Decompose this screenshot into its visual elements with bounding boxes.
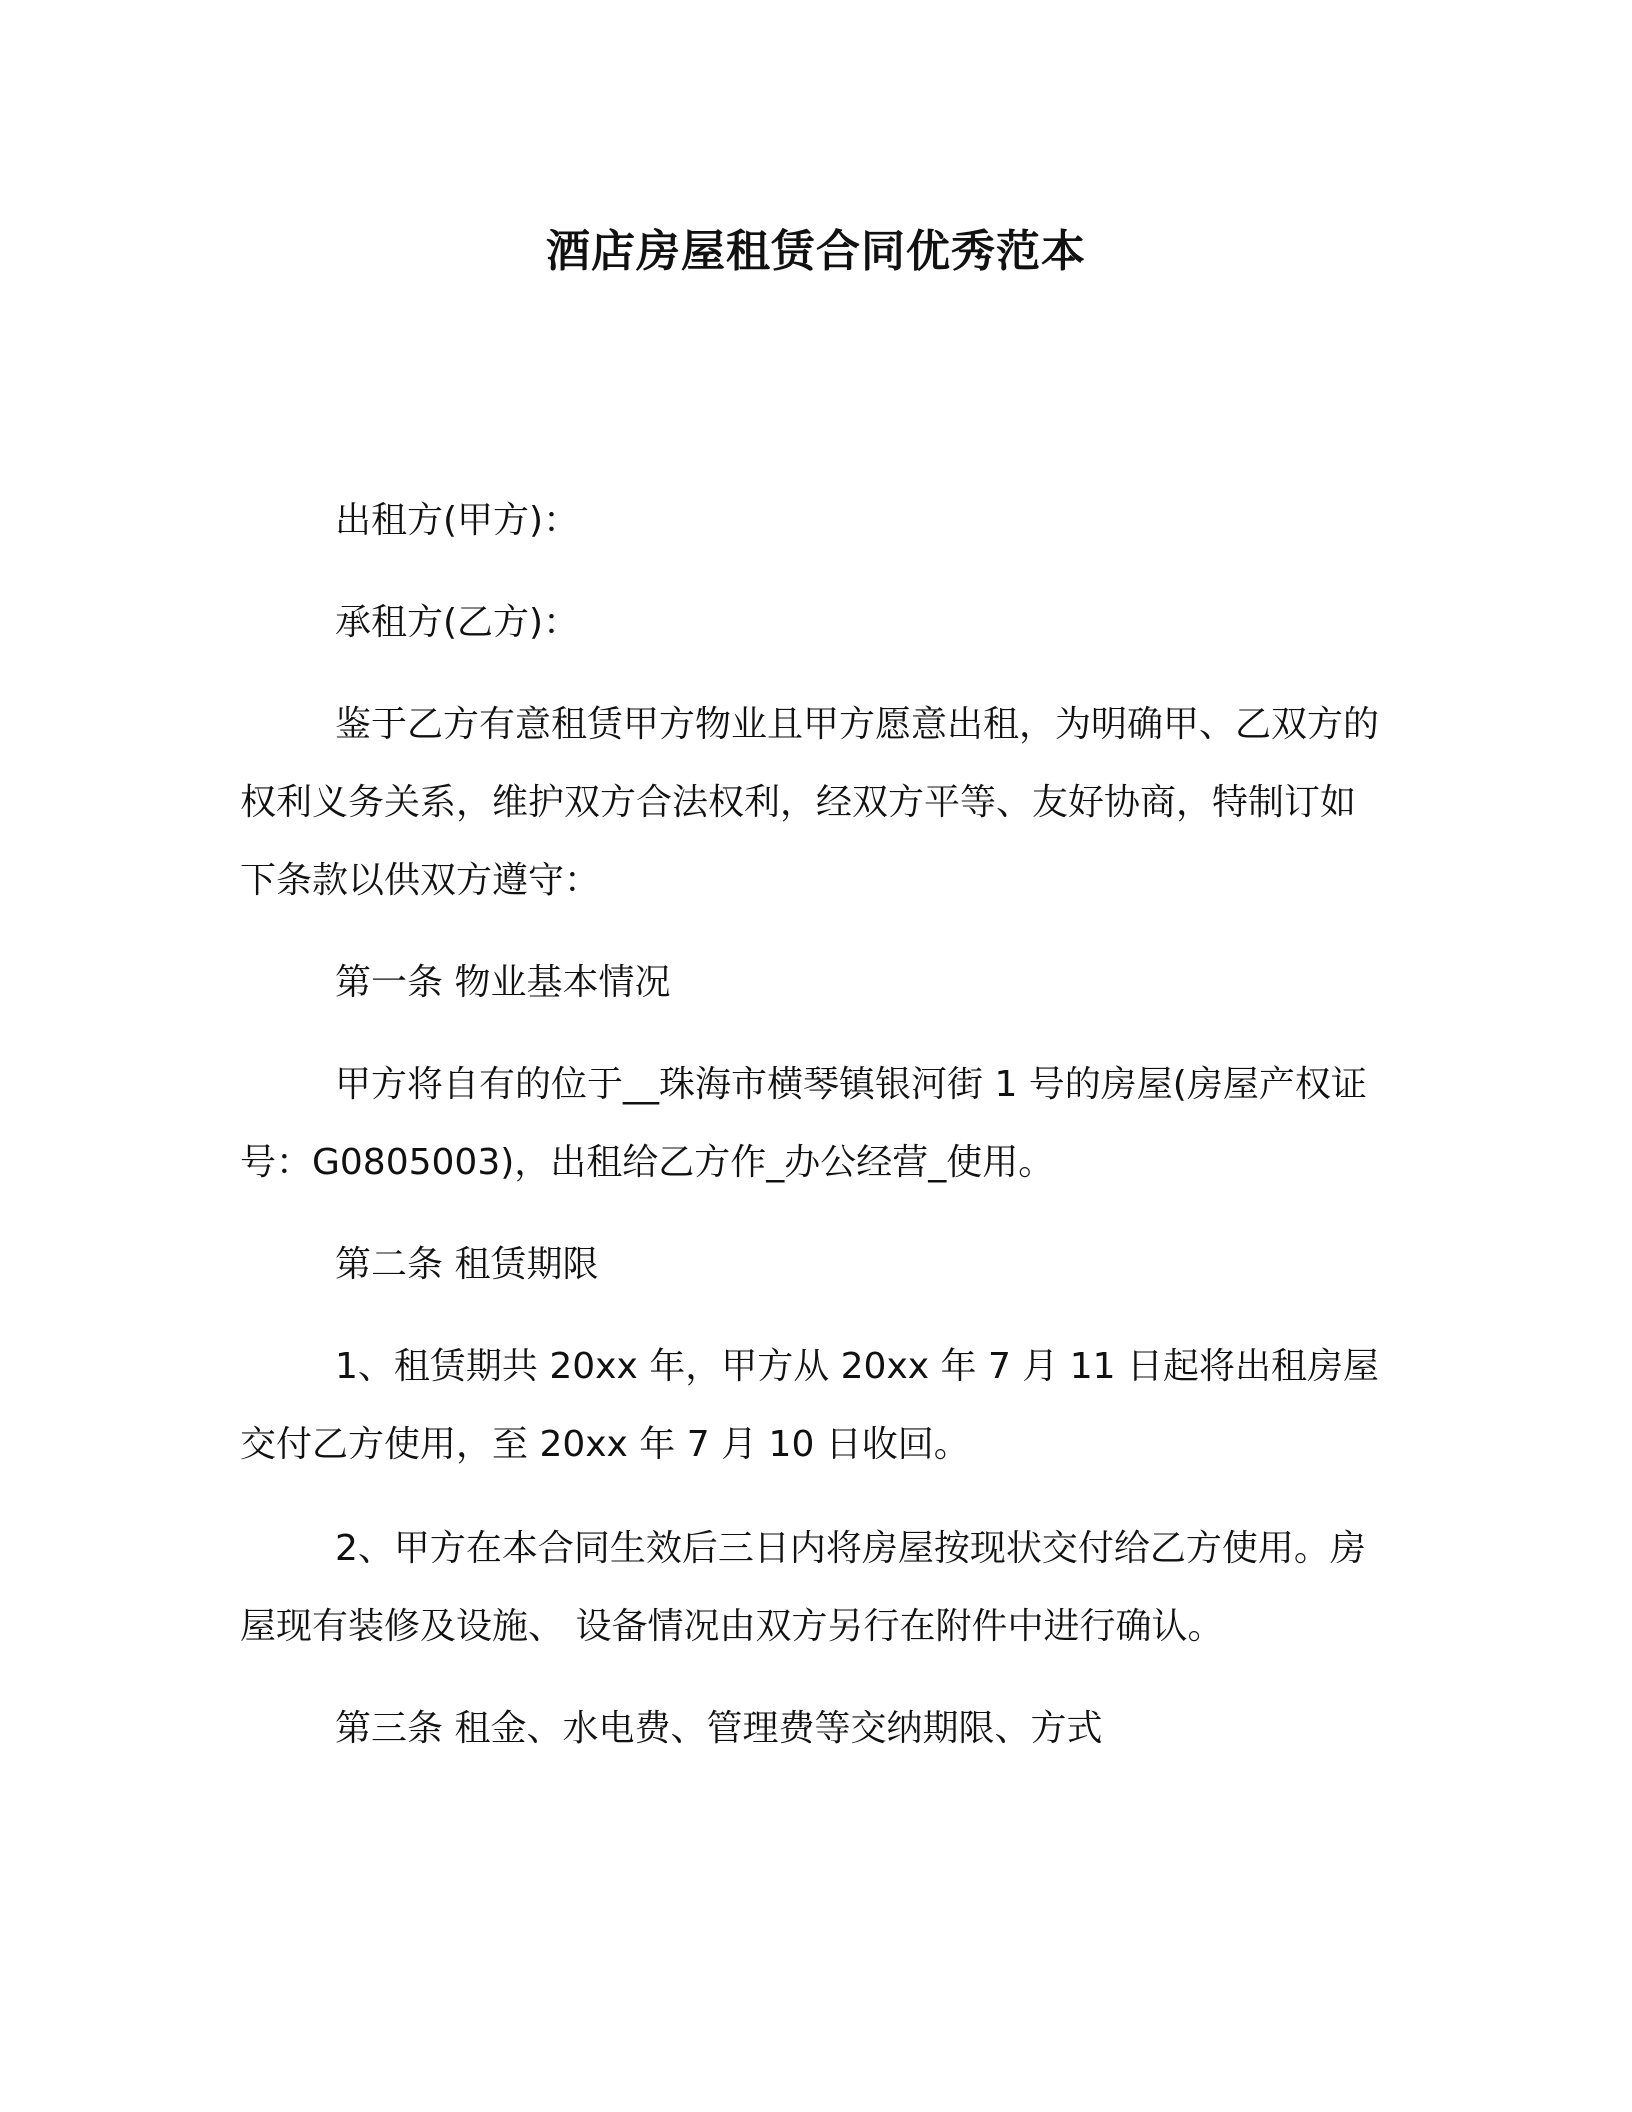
lessee-line: 承租方(乙方)： bbox=[335, 602, 580, 643]
article-2-clause-1: 1、租赁期共 20xx 年，甲方从 20xx 年 7 月 11 日起将出租房屋交付乙方使用，至 20xx 年 7 月 10 日收回。 bbox=[240, 1346, 1380, 1465]
article-1-paragraph: 甲方将自有的位于__珠海市横琴镇银河街 1 号的房屋(房屋产权证号：G0805003)，出租给乙方作_办公经营_使用。 bbox=[240, 1064, 1367, 1183]
article-2-clause-2: 2、甲方在本合同生效后三日内将房屋按现状交付给乙方使用。房屋现有装修及设施、 设备情况由双方另行在附件中进行确认。 bbox=[240, 1528, 1366, 1647]
preamble-paragraph: 鉴于乙方有意租赁甲方物业且甲方愿意出租，为明确甲、乙双方的权利义务关系，维护双方合法权利，经双方平等、友好协商，特制订如下条款以供双方遵守： bbox=[240, 704, 1380, 901]
article-3-heading: 第三条 租金、水电费、管理费等交纳期限、方式 bbox=[335, 1708, 1103, 1749]
article-2-heading: 第二条 租赁期限 bbox=[335, 1244, 599, 1285]
article-1-heading: 第一条 物业基本情况 bbox=[335, 962, 671, 1003]
lessor-line: 出租方(甲方)： bbox=[335, 500, 580, 541]
document-title: 酒店房屋租赁合同优秀范本 bbox=[546, 226, 1086, 277]
